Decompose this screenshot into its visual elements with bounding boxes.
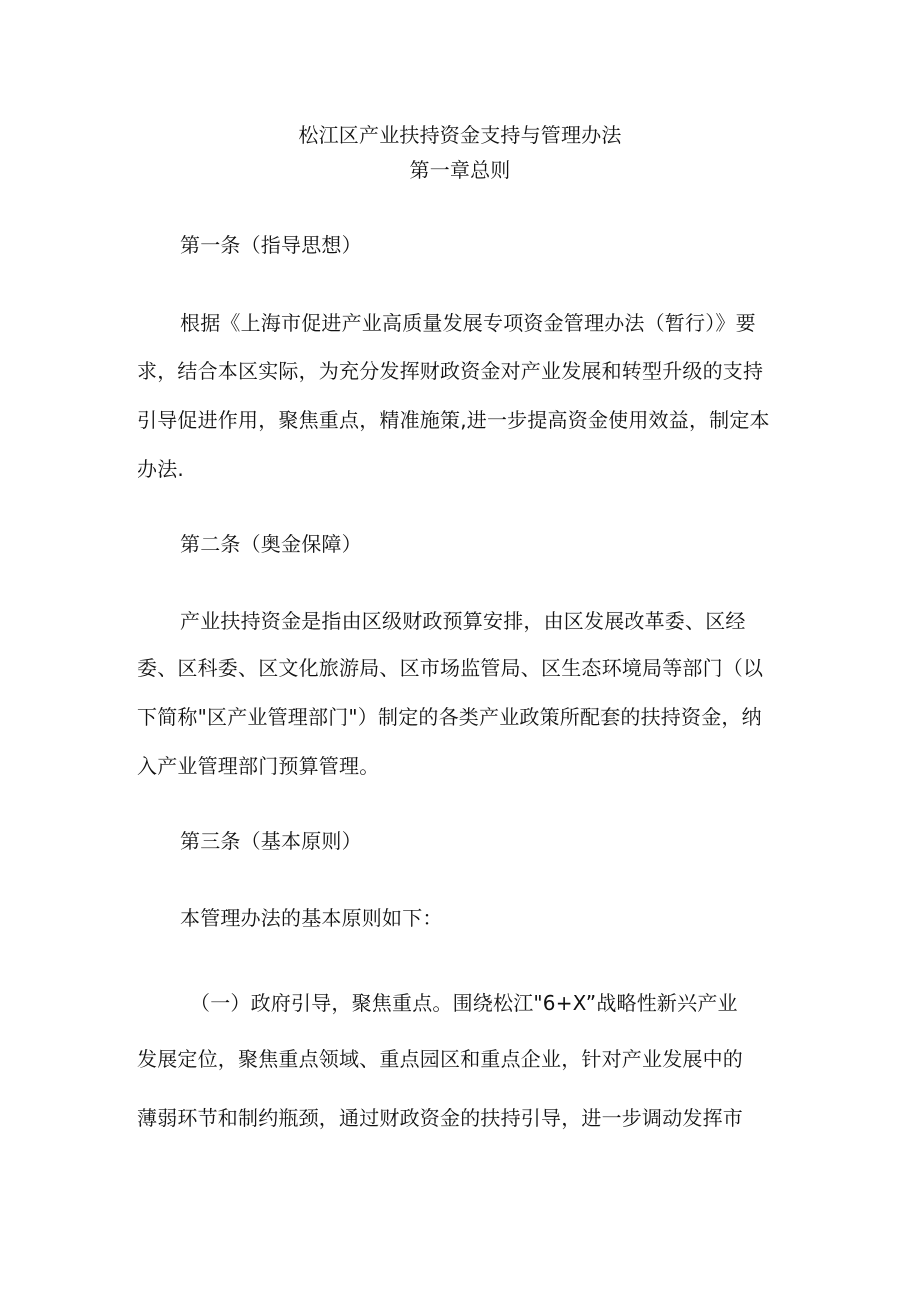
article-3-intro: 本管理办法的基本原则如下：: [180, 906, 443, 930]
article-2-heading: 第二条（奥金保障）: [180, 532, 362, 556]
document-title: 松江区产业扶持资金支持与管理办法: [298, 123, 622, 147]
article-3-heading: 第三条（基本原则）: [180, 829, 362, 853]
article-2-line: 入产业管理部门预算管理。: [137, 754, 380, 778]
article-3-line: 发展定位，聚焦重点领域、重点园区和重点企业，针对产业发展中的: [137, 1047, 743, 1071]
article-3-line: 薄弱环节和制约瓶颈，通过财政资金的扶持引导，进一步调动发挥市: [137, 1106, 743, 1130]
chapter-heading: 第一章总则: [409, 158, 511, 182]
article-2-line: 委、区科委、区文化旅游局、区市场监管局、区生态环境局等部门（以: [137, 656, 764, 680]
article-3-line: （一）政府引导，聚焦重点。围绕松江"6+X”战略性新兴产业: [190, 991, 738, 1015]
article-2-line: 产业扶持资金是指由区级财政预算安排，由区发展改革委、区经: [180, 609, 746, 633]
article-1-line: 引导促进作用，聚焦重点，精准施策,进一步提高资金使用效益，制定本: [137, 408, 770, 432]
article-1-line: 办法.: [137, 457, 184, 481]
article-1-line: 求，结合本区实际，为充分发挥财政资金对产业发展和转型升级的支持: [137, 359, 764, 383]
article-1-heading: 第一条（指导思想）: [180, 233, 362, 257]
article-2-line: 下简称"区产业管理部门"）制定的各类产业政策所配套的扶持资金，纳: [137, 705, 762, 729]
article-1-line: 根据《上海市促进产业高质量发展专项资金管理办法（暂行）》要: [180, 311, 756, 335]
